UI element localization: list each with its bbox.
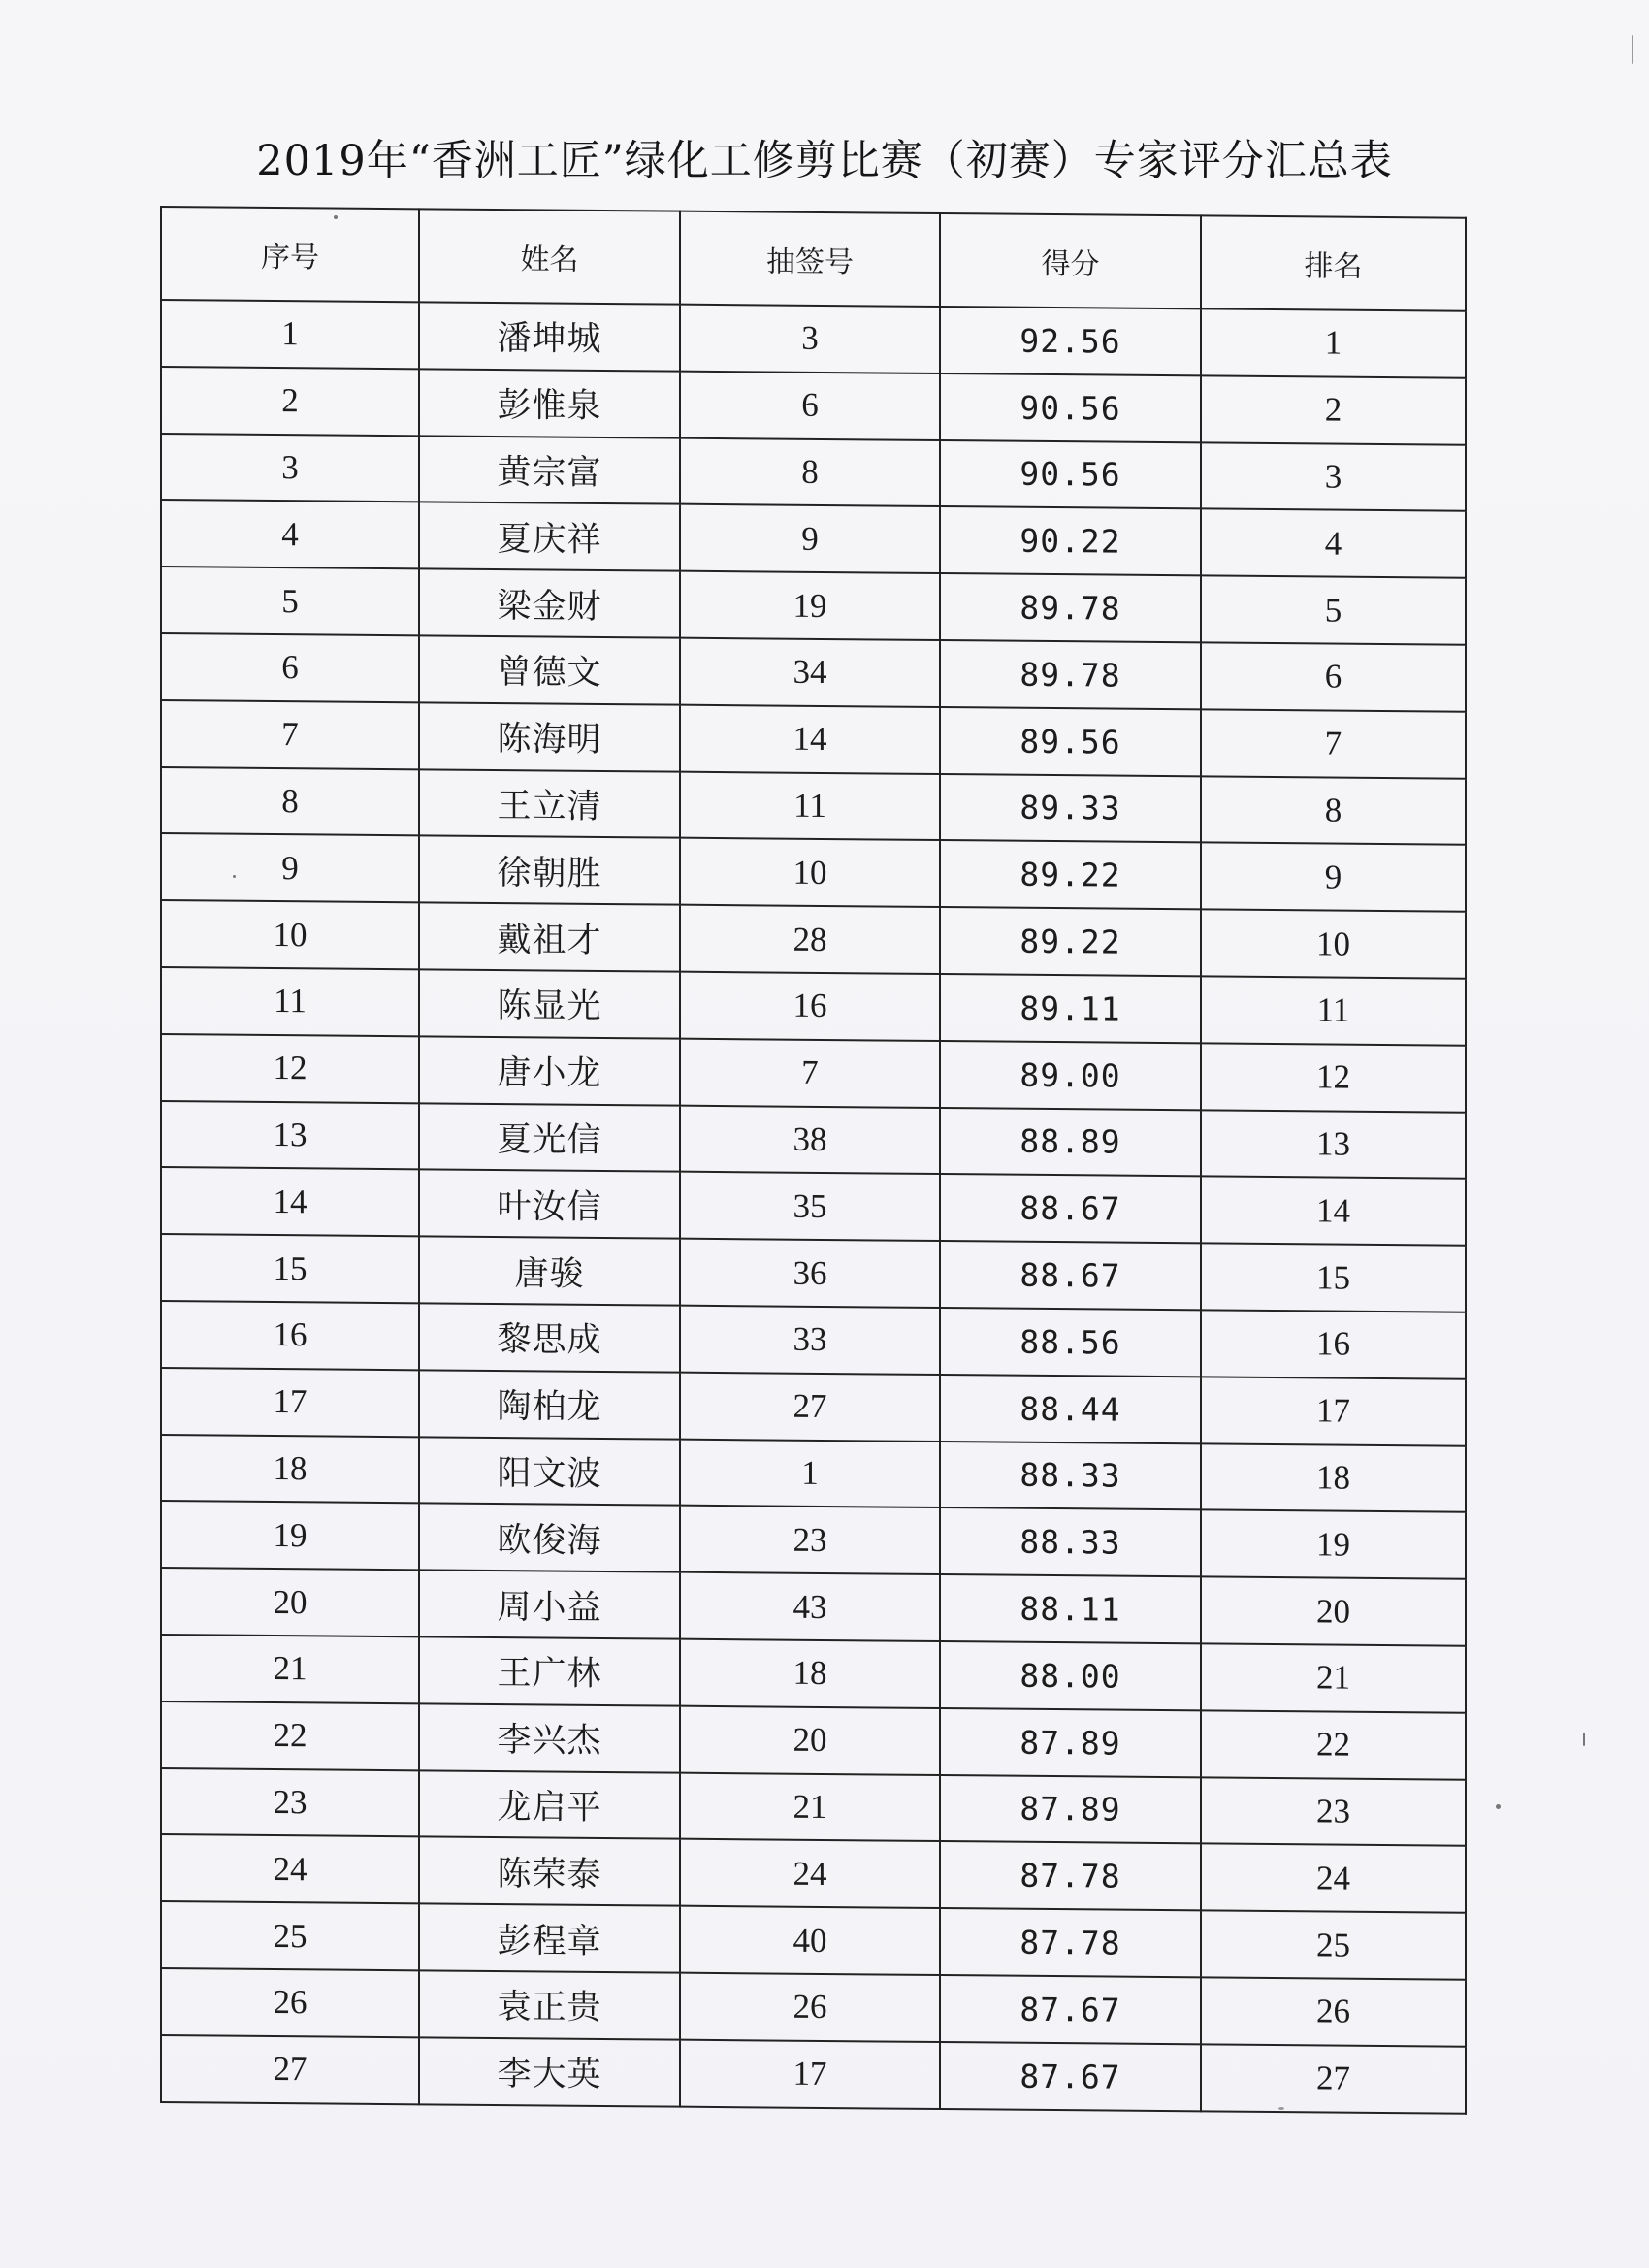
cell-score: 89.00 [940,1041,1201,1110]
table-row [161,567,1466,645]
cell-draw-number: 17 [680,2039,940,2108]
score-summary-table-wrapper [160,206,1465,2103]
cell-rank: 5 [1201,576,1466,645]
cell-index: 16 [161,1301,419,1370]
cell-rank: 6 [1201,642,1466,711]
cell-name: 陈海明 [419,702,680,771]
cell-draw-number: 8 [680,437,940,506]
cell-rank: 15 [1201,1244,1466,1312]
cell-draw-number: 11 [680,771,940,840]
cell-draw-number: 27 [680,1372,940,1441]
header-score: 得分 [940,213,1201,308]
cell-name: 龙启平 [419,1770,680,1839]
cell-score: 89.22 [940,907,1201,976]
header-rank: 排名 [1201,215,1466,310]
cell-score: 88.33 [940,1442,1201,1510]
cell-draw-number: 28 [680,905,940,974]
table-header-row [161,207,1466,311]
cell-name: 戴祖才 [419,903,680,972]
table-row [161,1435,1466,1513]
cell-draw-number: 40 [680,1906,940,1975]
cell-rank: 20 [1201,1577,1466,1646]
cell-draw-number: 3 [680,305,940,373]
cell-draw-number: 26 [680,1973,940,2042]
cell-draw-number: 14 [680,704,940,773]
table-row [161,2035,1466,2114]
cell-name: 夏光信 [419,1103,680,1172]
cell-index: 2 [161,367,419,436]
table-row [161,700,1466,779]
cell-draw-number: 7 [680,1038,940,1107]
table-row [161,833,1466,912]
cell-name: 欧俊海 [419,1504,680,1572]
cell-index: 17 [161,1368,419,1437]
cell-draw-number: 38 [680,1105,940,1174]
cell-score: 89.78 [940,573,1201,642]
table-body [161,300,1466,2113]
table-row [161,1301,1466,1379]
cell-rank: 9 [1201,843,1466,912]
cell-name: 黎思成 [419,1303,680,1372]
cell-score: 89.33 [940,774,1201,843]
cell-name: 夏庆祥 [419,502,680,571]
cell-rank: 7 [1201,709,1466,778]
cell-index: 1 [161,300,419,369]
cell-draw-number: 43 [680,1572,940,1641]
cell-score: 87.89 [940,1708,1201,1777]
cell-score: 88.11 [940,1574,1201,1643]
cell-name: 唐小龙 [419,1036,680,1105]
cell-index: 11 [161,967,419,1036]
cell-draw-number: 20 [680,1705,940,1774]
table-row [161,1701,1466,1780]
cell-name: 阳文波 [419,1437,680,1506]
cell-rank: 8 [1201,776,1466,845]
cell-index: 22 [161,1701,419,1770]
table-row [161,1834,1466,1913]
scan-speck [233,875,236,878]
table-row [161,1968,1466,2047]
cell-name: 彭程章 [419,1903,680,1972]
cell-rank: 2 [1201,375,1466,444]
cell-rank: 24 [1201,1844,1466,1913]
cell-rank: 19 [1201,1510,1466,1579]
table-row [161,1167,1466,1246]
table-row [161,1635,1466,1713]
cell-rank: 17 [1201,1377,1466,1445]
cell-score: 88.33 [940,1507,1201,1576]
cell-index: 24 [161,1834,419,1903]
cell-index: 5 [161,567,419,635]
header-draw-number: 抽签号 [680,211,940,307]
cell-index: 8 [161,767,419,836]
cell-name: 潘坤城 [419,302,680,371]
cell-draw-number: 19 [680,571,940,640]
cell-rank: 13 [1201,1110,1466,1179]
cell-draw-number: 23 [680,1506,940,1574]
cell-name: 李兴杰 [419,1703,680,1772]
cell-name: 陈显光 [419,969,680,1038]
cell-draw-number: 34 [680,638,940,707]
cell-rank: 26 [1201,1977,1466,2046]
cell-name: 唐骏 [419,1236,680,1305]
cell-score: 92.56 [940,307,1201,375]
cell-score: 89.78 [940,640,1201,709]
cell-index: 13 [161,1101,419,1170]
table-row [161,1234,1466,1312]
cell-rank: 23 [1201,1777,1466,1846]
cell-score: 87.67 [940,2042,1201,2111]
table-row [161,1901,1466,1980]
cell-index: 9 [161,833,419,902]
cell-score: 87.89 [940,1775,1201,1844]
cell-name: 陈荣泰 [419,1837,680,1906]
table-row [161,1568,1466,1646]
cell-index: 27 [161,2035,419,2104]
cell-rank: 3 [1201,442,1466,511]
cell-index: 4 [161,500,419,568]
cell-index: 19 [161,1501,419,1570]
table-row [161,1501,1466,1579]
cell-rank: 25 [1201,1910,1466,1979]
cell-name: 梁金财 [419,569,680,638]
table-row [161,1368,1466,1446]
cell-name: 黄宗富 [419,436,680,504]
cell-index: 21 [161,1635,419,1703]
table-row [161,434,1466,512]
cell-name: 叶汝信 [419,1170,680,1239]
table-row [161,1101,1466,1180]
cell-name: 曾德文 [419,635,680,704]
cell-index: 6 [161,633,419,702]
cell-score: 89.22 [940,840,1201,909]
cell-draw-number: 36 [680,1239,940,1308]
cell-score: 90.22 [940,506,1201,575]
cell-score: 88.67 [940,1174,1201,1243]
table-row [161,500,1466,578]
cell-score: 87.78 [940,1908,1201,1977]
cell-rank: 10 [1201,910,1466,979]
cell-index: 7 [161,700,419,769]
cell-score: 88.56 [940,1308,1201,1377]
score-summary-table [160,206,1467,2114]
header-index: 序号 [161,207,419,302]
cell-draw-number: 35 [680,1172,940,1241]
table-row [161,367,1466,445]
cell-name: 王立清 [419,769,680,838]
cell-score: 88.89 [940,1108,1201,1177]
cell-index: 12 [161,1034,419,1103]
cell-index: 10 [161,900,419,969]
cell-score: 88.44 [940,1375,1201,1443]
cell-name: 陶柏龙 [419,1370,680,1439]
table-row [161,967,1466,1046]
table-row [161,300,1466,378]
scan-speck [334,215,338,219]
table-row [161,633,1466,712]
cell-rank: 21 [1201,1643,1466,1712]
cell-score: 88.67 [940,1241,1201,1310]
cell-name: 徐朝胜 [419,836,680,905]
cell-score: 88.00 [940,1641,1201,1710]
cell-rank: 22 [1201,1710,1466,1779]
table-row [161,900,1466,979]
cell-score: 87.78 [940,1841,1201,1910]
cell-index: 20 [161,1568,419,1636]
scan-speck [1278,2107,1284,2110]
cell-name: 周小益 [419,1570,680,1638]
table-row [161,1768,1466,1847]
cell-rank: 14 [1201,1177,1466,1246]
cell-index: 3 [161,434,419,502]
cell-rank: 27 [1201,2044,1466,2113]
cell-index: 18 [161,1435,419,1504]
cell-score: 87.67 [940,1975,1201,2044]
cell-draw-number: 24 [680,1839,940,1908]
cell-index: 23 [161,1768,419,1837]
cell-name: 彭惟泉 [419,369,680,437]
scan-speck [1583,1733,1585,1746]
cell-draw-number: 21 [680,1772,940,1841]
scan-speck [1632,35,1633,64]
cell-rank: 11 [1201,976,1466,1045]
cell-index: 25 [161,1901,419,1970]
cell-score: 90.56 [940,373,1201,442]
cell-draw-number: 10 [680,838,940,907]
table-row [161,1034,1466,1113]
scan-speck [1496,1804,1501,1809]
cell-name: 李大英 [419,2037,680,2106]
header-name: 姓名 [419,209,680,304]
cell-rank: 18 [1201,1443,1466,1512]
cell-rank: 4 [1201,509,1466,578]
cell-score: 90.56 [940,440,1201,509]
cell-draw-number: 9 [680,504,940,573]
cell-index: 15 [161,1234,419,1303]
cell-draw-number: 6 [680,371,940,439]
cell-score: 89.56 [940,707,1201,776]
cell-rank: 12 [1201,1043,1466,1112]
cell-draw-number: 16 [680,972,940,1041]
document-title: 2019年“香洲工匠”绿化工修剪比赛（初赛）专家评分汇总表 [256,137,1393,185]
cell-name: 王广林 [419,1636,680,1705]
cell-rank: 16 [1201,1310,1466,1378]
cell-rank: 1 [1201,308,1466,377]
cell-index: 14 [161,1167,419,1236]
cell-name: 袁正贵 [419,1970,680,2039]
cell-draw-number: 18 [680,1639,940,1708]
cell-index: 26 [161,1968,419,2037]
cell-score: 89.11 [940,974,1201,1043]
cell-draw-number: 1 [680,1439,940,1507]
cell-draw-number: 33 [680,1306,940,1375]
table-row [161,767,1466,846]
